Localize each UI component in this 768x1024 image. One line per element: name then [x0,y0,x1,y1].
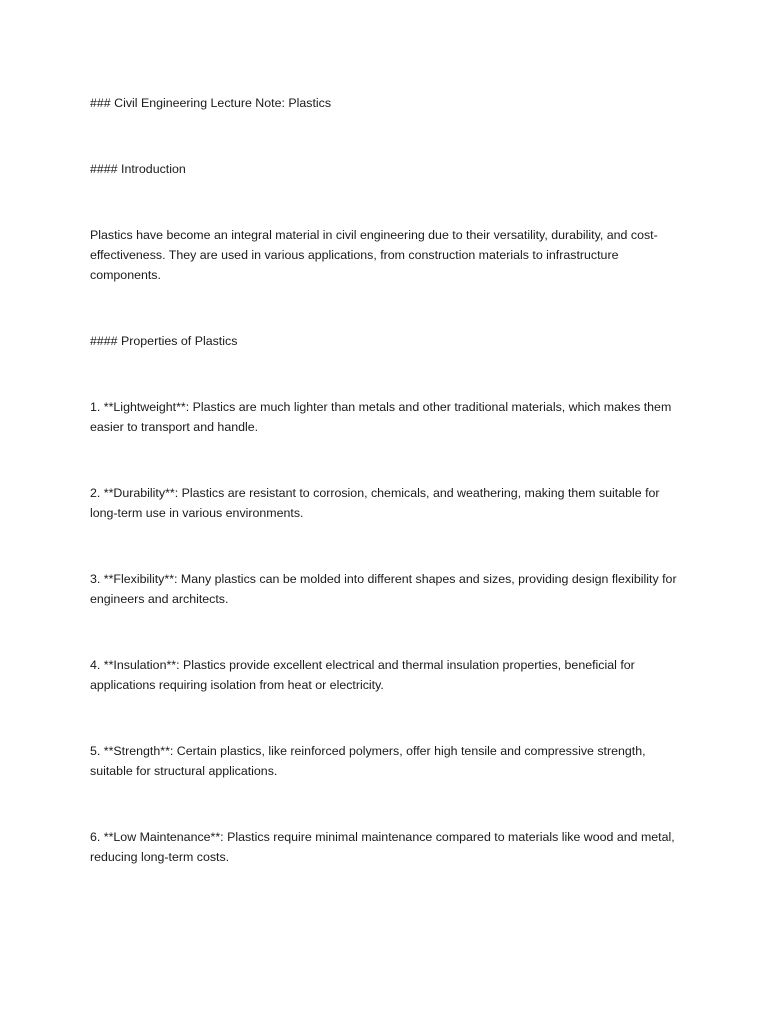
document-body [90,93,680,913]
property-item-lightweight: 1. **Lightweight**: Plastics are much lighter than metals and other traditional materials, which makes them easier to transport and handle. [90,400,672,434]
property-item-strength: 5. **Strength**: Certain plastics, like reinforced polymers, offer high tensile and compressive strength, suitable for structural applications. [90,744,646,778]
introduction-paragraph: Plastics have become an integral material in civil engineering due to their versatility, durability, and cost-effectiveness. They are used in various applications, from construction materials to infrastructure components. [90,228,658,282]
property-item-flexibility: 3. **Flexibility**: Many plastics can be molded into different shapes and sizes, providing design flexibility for engineers and architects. [90,572,677,606]
property-item-durability: 2. **Durability**: Plastics are resistant to corrosion, chemicals, and weathering, making them suitable for long-term use in various environments. [90,486,660,520]
introduction-heading: #### Introduction [90,162,186,176]
document-title: ### Civil Engineering Lecture Note: Plastics [90,96,332,110]
property-item-low-maintenance: 6. **Low Maintenance**: Plastics require minimal maintenance compared to materials like wood and metal, reducing long-term costs. [90,830,675,864]
property-item-insulation: 4. **Insulation**: Plastics provide excellent electrical and thermal insulation properties, beneficial for applications requiring isolation from heat or electricity. [90,658,635,692]
properties-heading: #### Properties of Plastics [90,334,238,348]
